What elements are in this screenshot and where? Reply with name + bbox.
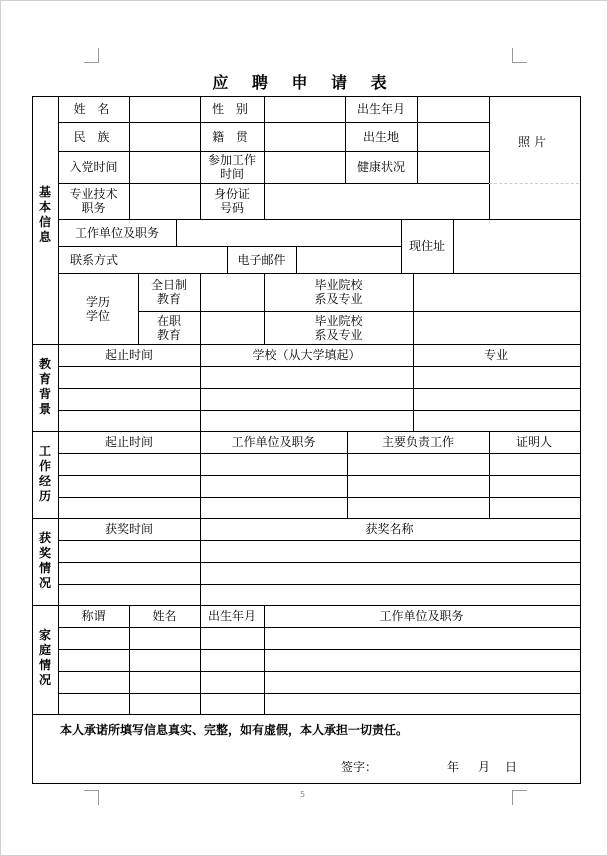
vline (453, 219, 454, 273)
vline (264, 96, 265, 219)
hline (58, 693, 580, 694)
label-professional-title (58, 183, 129, 219)
section-label-education: 教育背景 (38, 357, 51, 416)
label-school1-line2: 系及专业 (314, 292, 363, 306)
label-parttime-education (138, 311, 200, 344)
hline (58, 410, 580, 411)
edu-header-period: 起止时间 (104, 348, 153, 362)
family-header-employer: 工作单位及职务 (379, 609, 464, 623)
label-degree-line1: 学历 (85, 294, 110, 309)
crop-mark-top-right (512, 48, 527, 63)
family-header-relation: 称谓 (81, 609, 106, 623)
label-birthplace: 出生地 (362, 129, 399, 144)
signature-year: 年 (447, 760, 460, 774)
edu-header-major: 专业 (483, 348, 508, 362)
label-work-start-line2: 时间 (219, 167, 244, 181)
label-work-start-line1: 参加工作 (207, 153, 256, 167)
hline (58, 627, 580, 628)
award-header-name: 获奖名称 (365, 522, 414, 536)
label-photo: 照片 (517, 135, 550, 149)
crop-mark-bottom-left (84, 790, 99, 805)
label-parttime-line1: 在职 (156, 313, 181, 328)
label-school1-line1: 毕业院校 (314, 278, 363, 292)
label-native-place: 籍 贯 (212, 129, 252, 144)
label-degree (58, 273, 138, 344)
signature-label: 签字： (341, 760, 378, 774)
label-school-major-parttime (264, 311, 413, 344)
section-label-basic: 基本信息 (38, 185, 51, 244)
vline (200, 273, 201, 344)
vline (176, 219, 177, 246)
label-ethnicity: 民 族 (73, 129, 114, 144)
label-address: 现住址 (408, 239, 445, 253)
hline (58, 497, 580, 498)
label-birth-date: 出生年月 (356, 102, 405, 116)
hline (58, 649, 580, 650)
vline (417, 96, 418, 183)
form-title: 应 聘 申 请 表 (212, 73, 396, 92)
award-header-time: 获奖时间 (104, 522, 153, 536)
hline (58, 388, 580, 389)
hline (58, 584, 580, 585)
crop-mark-top-left (84, 48, 99, 63)
label-title-line2: 职务 (81, 201, 106, 215)
hline (58, 366, 580, 367)
label-employer-position: 工作单位及职务 (74, 225, 159, 240)
family-header-birth: 出生年月 (207, 609, 256, 623)
pledge-statement: 本人承诺所填写信息真实、完整，如有虚假，本人承担一切责任。 (60, 723, 409, 737)
family-header-name: 姓名 (152, 609, 177, 623)
section-label-work: 工作经历 (38, 444, 51, 503)
work-header-reference: 证明人 (515, 435, 552, 449)
vline (296, 246, 297, 273)
label-fulltime-line1: 全日制 (150, 278, 187, 292)
label-id-line2: 号码 (219, 201, 244, 215)
label-id-line1: 身份证 (213, 187, 250, 201)
label-name: 姓 名 (73, 102, 114, 116)
crop-mark-bottom-right (512, 790, 527, 805)
label-parttime-line2: 教育 (156, 327, 181, 342)
label-fulltime-line2: 教育 (156, 292, 181, 306)
label-party-date: 入党时间 (69, 160, 118, 174)
signature-day: 日 (505, 760, 518, 774)
label-gender: 性 别 (212, 102, 252, 116)
label-id-number (200, 183, 264, 219)
label-school-major-fulltime (264, 273, 413, 311)
hline (58, 562, 580, 563)
label-email: 电子邮件 (237, 252, 286, 267)
label-contact: 联系方式 (69, 252, 118, 267)
hline (32, 714, 580, 715)
hline (58, 453, 580, 454)
edu-header-school: 学校（从大学填起） (252, 348, 361, 362)
label-work-start-time (200, 151, 264, 183)
work-header-period: 起止时间 (104, 435, 153, 449)
label-school2-line2: 系及专业 (314, 327, 363, 342)
section-label-family: 家庭情况 (38, 628, 51, 687)
work-header-duties: 主要负责工作 (381, 435, 454, 449)
label-health: 健康状况 (356, 160, 405, 174)
section-label-awards: 获奖情况 (38, 531, 51, 590)
photo-guide-line (489, 183, 579, 184)
vline (413, 273, 414, 344)
label-fulltime-education (138, 273, 200, 311)
hline (58, 671, 580, 672)
work-header-employer: 工作单位及职务 (231, 435, 316, 449)
vline (129, 96, 130, 219)
label-school2-line1: 毕业院校 (314, 313, 363, 328)
page-number: 5 (300, 790, 306, 799)
hline (58, 475, 580, 476)
label-title-line1: 专业技术 (69, 187, 118, 201)
label-degree-line2: 学位 (85, 308, 110, 323)
hline (58, 540, 580, 541)
signature-month: 月 (478, 760, 491, 774)
